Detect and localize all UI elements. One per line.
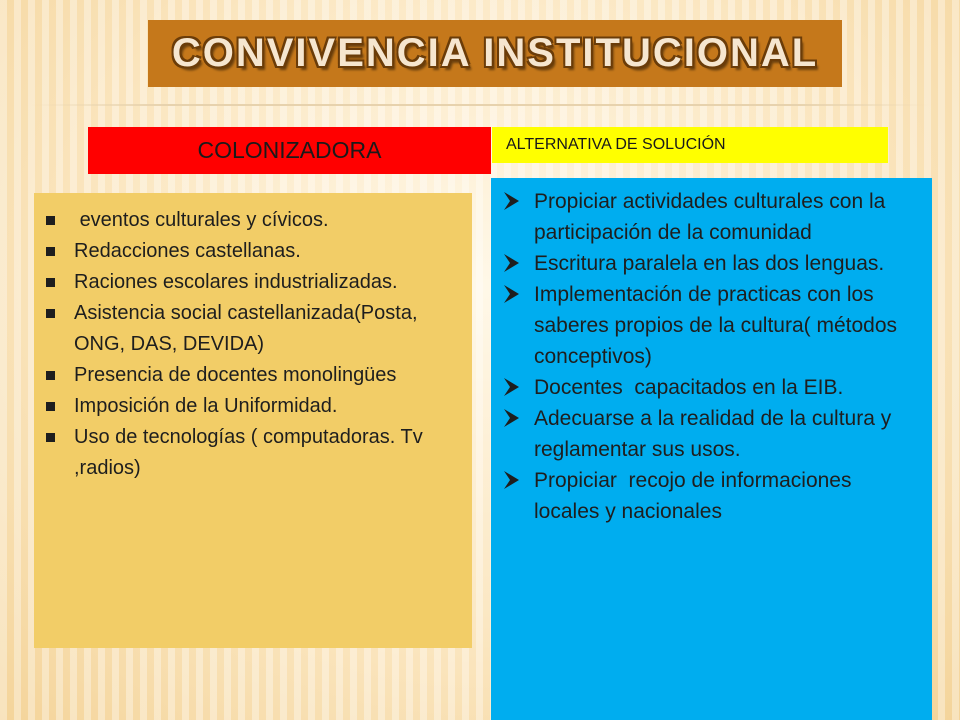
arrow-bullet-icon bbox=[503, 282, 521, 306]
title-banner bbox=[148, 20, 842, 87]
colonizadora-box bbox=[34, 193, 472, 648]
alternativa-item-text: Propiciar actividades culturales con la participación de la comunidad bbox=[534, 190, 886, 244]
alternativa-box bbox=[491, 178, 932, 720]
colonizadora-item bbox=[46, 360, 458, 391]
alternativa-item-text: Propiciar recojo de informaciones locales y nacionales bbox=[534, 469, 858, 523]
colonizadora-item-text: Uso de tecnologías ( computadoras. Tv ,radios) bbox=[74, 426, 423, 479]
alternativa-item bbox=[501, 186, 922, 248]
alternativa-item-text: Implementación de practicas con los saberes propios de la cultura( métodos conceptivos) bbox=[534, 283, 898, 368]
colonizadora-item-text: Asistencia social castellanizada(Posta, ONG, DAS, DEVIDA) bbox=[74, 302, 418, 355]
alternativa-item bbox=[501, 248, 922, 279]
colonizadora-item-text: Redacciones castellanas. bbox=[74, 240, 301, 262]
arrow-bullet-icon bbox=[503, 406, 521, 430]
colonizadora-item bbox=[46, 267, 458, 298]
alternativa-item-text: Escritura paralela en las dos lenguas. bbox=[534, 252, 885, 275]
square-bullet-icon bbox=[46, 278, 55, 287]
colonizadora-item-text: Raciones escolares industrializadas. bbox=[74, 271, 398, 293]
square-bullet-icon bbox=[46, 371, 55, 380]
square-bullet-icon bbox=[46, 309, 55, 318]
alternativa-item bbox=[501, 279, 922, 372]
arrow-bullet-icon bbox=[503, 189, 521, 213]
alternativa-item-text: Docentes capacitados en la EIB. bbox=[534, 376, 844, 399]
arrow-bullet-icon bbox=[503, 468, 521, 492]
alternativa-item bbox=[501, 372, 922, 403]
alternativa-item bbox=[501, 403, 922, 465]
title-divider bbox=[30, 104, 930, 106]
alternativa-item bbox=[501, 465, 922, 527]
square-bullet-icon bbox=[46, 402, 55, 411]
colonizadora-item-text: eventos culturales y cívicos. bbox=[74, 209, 329, 231]
colonizadora-list bbox=[46, 205, 458, 484]
colonizadora-header: COLONIZADORA bbox=[88, 127, 491, 174]
square-bullet-icon bbox=[46, 247, 55, 256]
square-bullet-icon bbox=[46, 433, 55, 442]
page-title: CONVIVENCIA INSTITUCIONAL bbox=[171, 31, 819, 75]
colonizadora-item bbox=[46, 298, 458, 360]
colonizadora-item bbox=[46, 236, 458, 267]
colonizadora-item-text: Presencia de docentes monolingües bbox=[74, 364, 397, 386]
alternativa-header: ALTERNATIVA DE SOLUCIÓN bbox=[492, 127, 888, 163]
arrow-bullet-icon bbox=[503, 251, 521, 275]
colonizadora-item bbox=[46, 205, 458, 236]
colonizadora-item bbox=[46, 422, 458, 484]
arrow-bullet-icon bbox=[503, 375, 521, 399]
alternativa-item-text: Adecuarse a la realidad de la cultura y reglamentar sus usos. bbox=[534, 407, 892, 461]
colonizadora-item-text: Imposición de la Uniformidad. bbox=[74, 395, 338, 417]
alternativa-list bbox=[501, 186, 922, 527]
colonizadora-item bbox=[46, 391, 458, 422]
square-bullet-icon bbox=[46, 216, 55, 225]
